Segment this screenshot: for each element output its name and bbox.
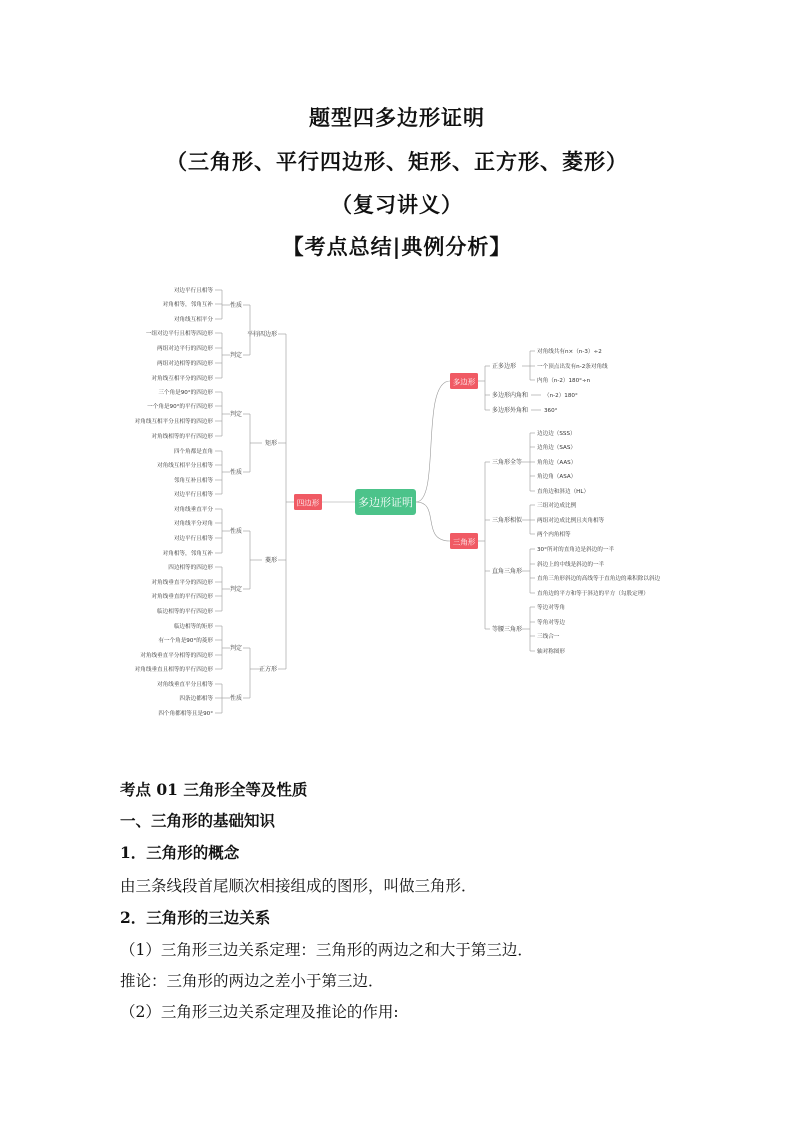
right-item-0-0-1: 一个顶点出发有n-2条对角线 [537, 364, 608, 370]
link-center-right-0 [416, 381, 450, 502]
right-item-1-0-0: 边边边（SSS） [537, 431, 576, 437]
sub-label-2-1: 判定 [229, 586, 242, 593]
item-3-1-0: 对角线垂直平分且相等 [157, 682, 213, 688]
item-2-0-0: 对角线垂直平分 [173, 507, 213, 513]
kaodian-heading: 考点 01 三角形全等及性质 [120, 780, 308, 799]
item-1-0-1: 一个角是90°的平行四边形 [147, 404, 213, 410]
item-3-1-2: 四个角都相等且是90° [158, 711, 213, 717]
right-group-1-1: 三角形相似 [492, 517, 523, 524]
section-title: 【考点总结|典例分析】 [282, 235, 512, 259]
item-1-1-1: 对角线互相平分且相等 [157, 463, 213, 469]
item-2-0-2: 对边平行且相等 [173, 536, 213, 542]
right-item-1-3-3: 轴对称图形 [537, 649, 565, 655]
node-right-label-1: 三角形 [452, 537, 476, 547]
node-quadrilateral-label: 四边形 [296, 498, 320, 508]
page-title: 题型四多边形证明 [309, 106, 485, 130]
right-item-0-1-0: （n-2）180° [544, 393, 578, 399]
item-1-1-3: 对边平行且相等 [173, 492, 213, 498]
sub-label-3-1: 性质 [229, 695, 242, 702]
item-2-1-2: 对角线垂直的平行四边形 [151, 594, 213, 600]
paragraph-1: 由三条线段首尾顺次相接组成的图形，叫做三角形． [120, 877, 477, 895]
right-item-0-0-2: 内角（n-2）180°÷n [537, 378, 591, 384]
sub-label-0-0: 性质 [229, 302, 242, 309]
group-label-3: 正方形 [258, 666, 277, 673]
link-center-right-1 [416, 502, 450, 541]
right-item-1-2-0: 30°所对的直角边是斜边的一半 [537, 547, 615, 553]
right-group-1-0: 三角形全等 [492, 459, 523, 466]
item-0-1-2: 两组对边相等的四边形 [157, 361, 213, 367]
right-item-1-3-0: 等边对等角 [537, 605, 565, 611]
right-group-0-0: 正多边形 [492, 363, 517, 370]
right-item-1-0-1: 边角边（SAS） [537, 445, 577, 451]
right-item-1-0-4: 直角边和斜边（HL） [537, 489, 590, 495]
sub-label-1-1: 性质 [229, 469, 242, 476]
group-label-2: 菱形 [264, 557, 277, 564]
item-3-0-3: 对角线垂直且相等的平行四边形 [134, 667, 213, 673]
item-1-0-3: 对角线相等的平行四边形 [151, 434, 213, 440]
group-label-1: 矩形 [264, 440, 277, 447]
sub-label-3-0: 判定 [229, 645, 242, 652]
item-2-1-3: 临边相等的平行四边形 [157, 609, 213, 615]
item-2-1-1: 对角线垂直平分的四边形 [151, 580, 213, 586]
item-0-1-0: 一组对边平行且相等四边形 [145, 331, 213, 337]
item-0-0-0: 对边平行且相等 [173, 288, 213, 294]
item-1-1-0: 四个角都是直角 [173, 449, 213, 455]
right-group-1-2: 直角三角形 [492, 568, 523, 575]
section-heading-3: 2．三角形的三边关系 [120, 908, 271, 927]
right-item-1-1-2: 两个内角相等 [537, 532, 571, 538]
item-3-0-1: 有一个角是90°的菱形 [158, 638, 213, 644]
item-0-0-1: 对角相等，邻角互补 [162, 302, 213, 308]
right-item-1-3-2: 三线合一 [537, 634, 560, 640]
section-heading-2: 1．三角形的概念 [120, 843, 240, 862]
item-3-1-1: 四条边都相等 [179, 696, 213, 702]
right-item-1-1-1: 两组对边成比例且夹角相等 [537, 518, 605, 524]
paragraph-4: （2）三角形三边关系定理及推论的作用: [120, 1003, 399, 1021]
node-right-label-0: 多边形 [452, 377, 476, 387]
paragraph-2: （1）三角形三边关系定理：三角形的两边之和大于第三边． [120, 941, 533, 959]
sub-label-1-0: 判定 [229, 411, 242, 418]
right-group-0-1: 多边形内角和 [492, 392, 529, 399]
item-2-0-3: 对角相等，邻角互补 [162, 551, 213, 557]
right-item-1-0-2: 角角边（AAS） [537, 460, 577, 466]
right-item-1-1-0: 三组对边成比例 [537, 503, 577, 509]
item-1-0-0: 三个角是90°的四边形 [158, 390, 213, 396]
page-subtitle: （三角形、平行四边形、矩形、正方形、菱形） [166, 150, 628, 174]
item-3-0-2: 对角线垂直平分相等的四边形 [140, 653, 213, 659]
item-1-0-2: 对角线互相平分且相等的四边形 [134, 419, 213, 425]
item-1-1-2: 邻角互补且相等 [173, 478, 213, 484]
right-item-1-0-3: 角边角（ASA） [537, 474, 577, 480]
item-2-1-0: 四边相等的四边形 [168, 565, 213, 571]
right-group-0-2: 多边形外角和 [492, 407, 529, 414]
right-item-0-2-0: 360° [544, 408, 558, 414]
item-0-1-1: 两组对边平行的四边形 [157, 346, 213, 352]
sub-label-0-1: 判定 [229, 352, 242, 359]
item-3-0-0: 临边相等的矩形 [173, 624, 213, 630]
center-node-label: 多边形证明 [358, 496, 413, 509]
item-0-0-2: 对角线互相平分 [173, 317, 213, 323]
item-0-1-3: 对角线互相平分的四边形 [151, 376, 213, 382]
page-tag: （复习讲义） [331, 193, 463, 217]
right-item-1-2-2: 直角三角形斜边的高线等于直角边的乘积除以斜边 [537, 576, 661, 582]
mindmap-diagram [0, 270, 794, 730]
item-2-0-1: 对角线平分对角 [173, 521, 213, 527]
right-group-1-3: 等腰三角形 [492, 626, 523, 633]
right-item-1-2-1: 斜边上的中线是斜边的一半 [537, 562, 605, 568]
group-label-0: 平行四边形 [246, 331, 277, 338]
right-item-0-0-0: 对角线共有n×（n-3）÷2 [537, 349, 602, 355]
right-item-1-2-3: 直角边的平方和等于斜边的平方（勾股定理） [537, 591, 649, 597]
right-item-1-3-1: 等角对等边 [537, 620, 565, 626]
sub-label-2-0: 性质 [229, 528, 242, 535]
paragraph-3: 推论：三角形的两边之差小于第三边． [120, 972, 384, 990]
section-heading-1: 一、三角形的基础知识 [120, 811, 276, 830]
